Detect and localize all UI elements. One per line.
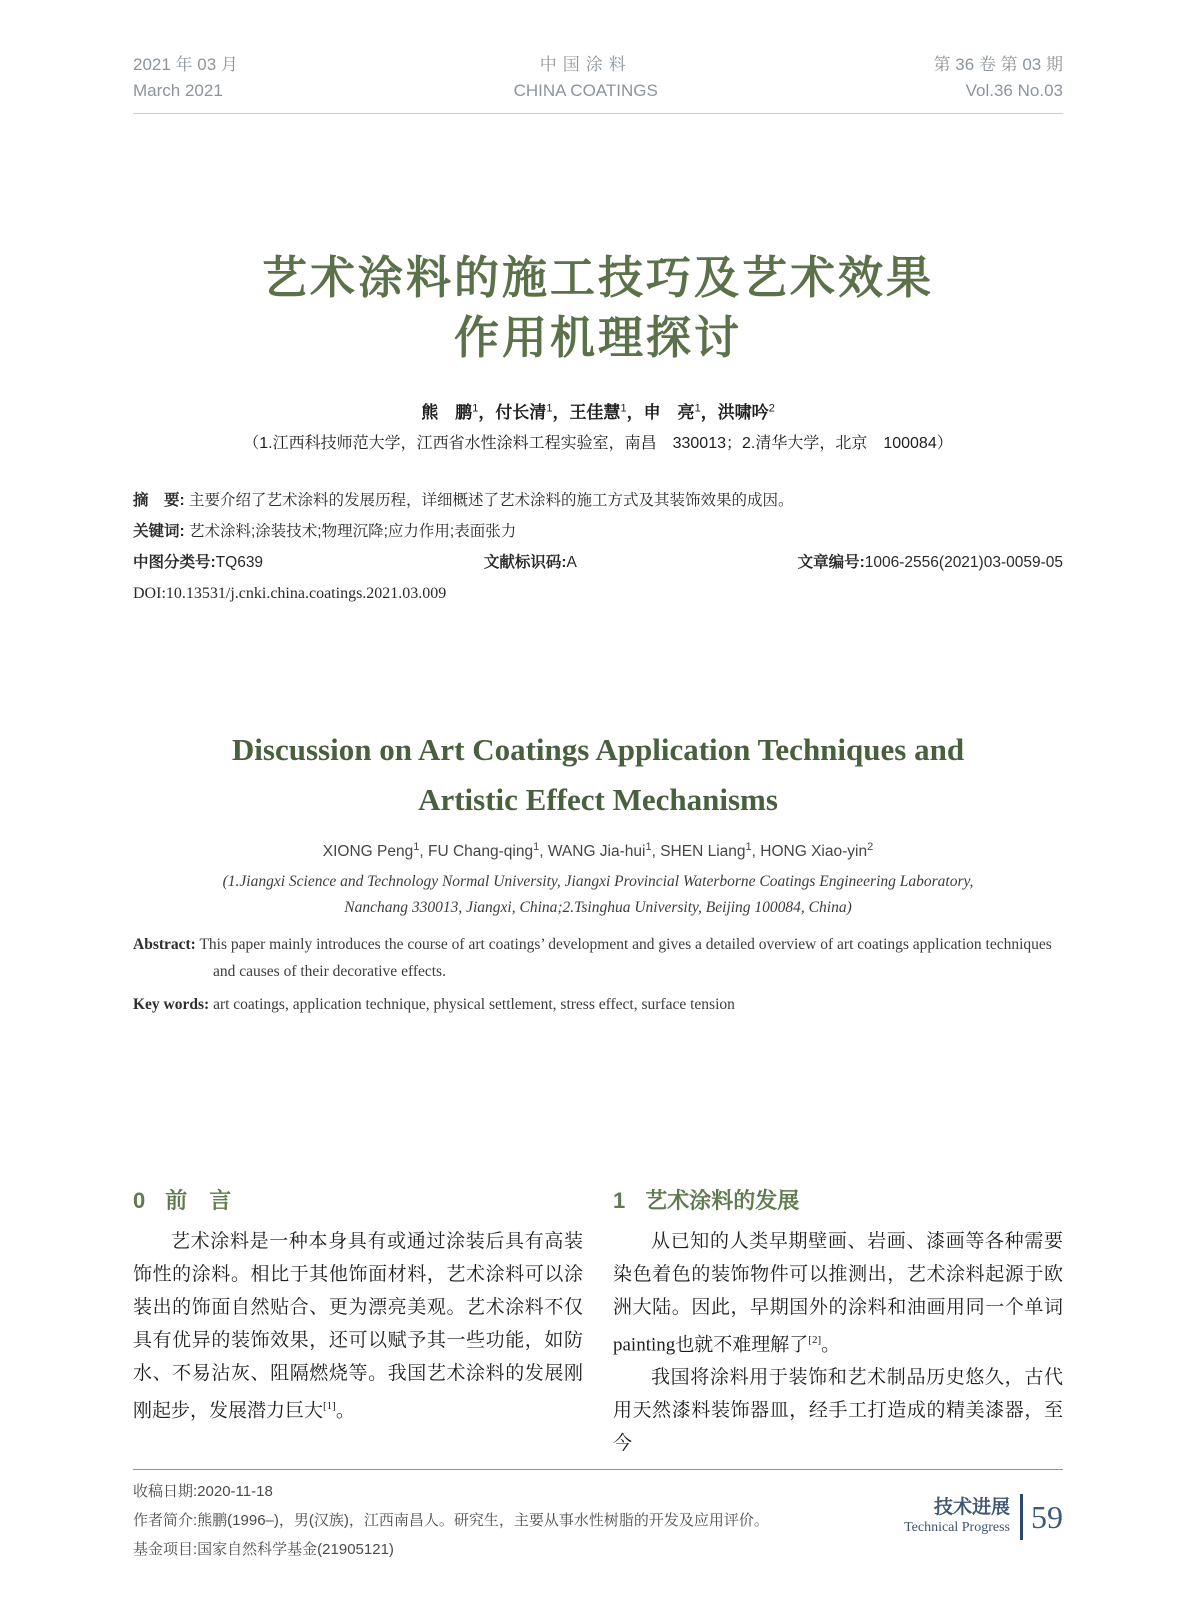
clc-label: 中图分类号: <box>133 554 216 571</box>
affiliation-en-line2: Nanchang 330013, Jiangxi, China;2.Tsinghua University, Beijing 100084, China) <box>344 899 852 917</box>
author-en: WANG Jia-hui <box>547 843 646 861</box>
keywords-text-cn: 艺术涂料;涂装技术;物理沉降;应力作用;表面张力 <box>188 523 517 540</box>
citation-mark: [2] <box>808 1334 822 1347</box>
column-label <box>904 1497 1010 1537</box>
development-paragraph-1 <box>613 1225 1063 1361</box>
author-separator: ， <box>700 403 718 422</box>
author-affil-mark: 2 <box>768 402 775 415</box>
affiliation-cn: （1.江西科技师范大学，江西省水性涂料工程实验室，南昌 330013；2.清华大学，北京 100084） <box>243 435 953 452</box>
running-head <box>133 0 1063 114</box>
paragraph-text: 。 <box>821 1334 841 1356</box>
abstract-text-en: This paper mainly introduces the course of art coatings’ development and gives a detailed overview of art coatings application techniques and causes of their decorative effects. <box>199 936 1052 981</box>
right-column <box>613 1186 1063 1460</box>
section-heading-1 <box>613 1186 1063 1216</box>
running-head-issue <box>934 52 1063 104</box>
running-head-date <box>133 52 238 104</box>
author-en: XIONG Peng <box>322 843 414 861</box>
article-title-cn <box>133 248 1063 368</box>
abstract-text-cn: 主要介绍了艺术涂料的发展历程，详细概述了艺术涂料的施工方式及其装饰效果的成因。 <box>188 492 794 509</box>
received-label: 收稿日期: <box>133 1483 198 1501</box>
article-id-item <box>798 547 1063 578</box>
article-title-en-line2: Artistic Effect Mechanisms <box>418 782 778 817</box>
author-affil-mark: 1 <box>694 402 701 415</box>
article-title-en <box>133 725 1063 825</box>
author-affil-mark: 1 <box>533 841 540 853</box>
section-heading-0 <box>133 1186 583 1216</box>
citation-mark: [1] <box>323 1400 336 1413</box>
clc-value: TQ639 <box>215 554 264 571</box>
author-affil-mark: 1 <box>546 402 553 415</box>
paragraph-text: 艺术涂料是一种本身具有或通过涂装后具有高装饰性的涂料。相比于其他饰面材料，艺术涂料可以涂装出的饰面自然贴合、更为漂亮美观。艺术涂料不仅具有优异的装饰效果，还可以赋予其一些功能，如防水、不易沾灰、阻隔燃烧等。我国艺术涂料的发展刚刚起步，发展潜力巨大 <box>133 1231 583 1422</box>
intro-paragraph <box>133 1225 583 1427</box>
article-title-en-line1: Discussion on Art Coatings Application Techniques and <box>231 732 965 767</box>
author-affil-mark: 2 <box>867 841 874 853</box>
section-number: 0 <box>133 1188 146 1214</box>
article-id-label: 文章编号: <box>797 554 865 571</box>
author-affil-mark: 1 <box>745 841 752 853</box>
journal-name-cn: 中国涂料 <box>539 55 632 74</box>
doc-code-item <box>484 547 577 578</box>
abstract-label-en: Abstract: <box>133 936 196 954</box>
author-en: SHEN Liang <box>660 843 746 861</box>
footnote-divider <box>133 1469 1063 1470</box>
author-separator: , <box>751 843 761 861</box>
author-cn: 申 亮 <box>643 403 695 422</box>
article-title-cn-line2: 作用机理探讨 <box>453 312 742 363</box>
author-affil-mark: 1 <box>413 841 420 853</box>
footer-divider-bar <box>1020 1494 1023 1540</box>
classification-row <box>133 547 1063 578</box>
section-title: 前 言 <box>165 1188 232 1214</box>
author-affil-mark: 1 <box>472 402 479 415</box>
author-separator: , <box>419 843 428 861</box>
keywords-label-en: Key words: <box>133 996 210 1014</box>
authors-en <box>133 841 1063 861</box>
section-title: 艺术涂料的发展 <box>645 1188 800 1214</box>
author-affil-mark: 1 <box>620 402 627 415</box>
issue-cn: 第 36 卷 第 03 期 <box>933 55 1063 74</box>
author-separator: , <box>651 843 661 861</box>
affiliation-en-line1: (1.Jiangxi Science and Technology Normal University, Jiangxi Provincial Waterborne Coatings Engineering Laboratory, <box>222 873 974 891</box>
fund-label: 基金项目: <box>133 1541 198 1559</box>
author-cn: 王佳慧 <box>569 403 621 422</box>
running-head-journal <box>514 52 658 104</box>
page-number: 59 <box>1031 1499 1063 1535</box>
author-separator: , <box>539 843 548 861</box>
article-title-cn-line1: 艺术涂料的施工技巧及艺术效果 <box>261 252 934 303</box>
date-cn: 2021 年 03 月 <box>133 55 238 74</box>
column-label-cn: 技术进展 <box>933 1497 1010 1518</box>
author-separator: ， <box>552 403 570 422</box>
article-id-value: 1006-2556(2021)03-0059-05 <box>864 554 1063 571</box>
abstract-cn-line <box>133 485 1063 516</box>
author-affil-mark: 1 <box>645 841 652 853</box>
author-cn: 付长清 <box>495 403 547 422</box>
author-separator: ， <box>626 403 644 422</box>
author-separator: ， <box>478 403 496 422</box>
doi: DOI:10.13531/j.cnki.china.coatings.2021.03.009 <box>133 585 447 602</box>
keywords-label-cn: 关键词: <box>133 523 185 540</box>
affiliation-en <box>133 869 1063 921</box>
date-en: March 2021 <box>133 81 223 100</box>
development-paragraph-2: 我国将涂料用于装饰和艺术制品历史悠久，古代用天然漆料装饰器皿，经手工打造成的精美漆器，至今 <box>613 1367 1063 1455</box>
keywords-en <box>133 991 1063 1018</box>
author-cn: 熊 鹏 <box>421 403 473 422</box>
body-columns <box>133 1186 1063 1460</box>
paragraph-text: 。 <box>335 1400 355 1422</box>
author-en: HONG Xiao-yin <box>760 843 868 861</box>
doc-code-value: A <box>566 554 577 571</box>
paragraph-text: 从已知的人类早期壁画、岩画、漆画等各种需要染色着色的装饰物件可以推测出，艺术涂料起源于欧洲大陆。因此，早期国外的涂料和油画用同一个单词painting也就不难理解了 <box>613 1231 1063 1356</box>
fund-value: 国家自然科学基金(21905121) <box>197 1541 394 1559</box>
keywords-cn-line <box>133 516 1063 547</box>
doc-code-label: 文献标识码: <box>483 554 567 571</box>
authors-cn <box>133 398 1063 423</box>
bio-value: 熊鹏(1996–)，男(汉族)，江西南昌人。研究生，主要从事水性树脂的开发及应用评价。 <box>197 1512 769 1530</box>
received-value: 2020-11-18 <box>197 1483 273 1501</box>
clc-item <box>133 547 263 578</box>
section-number: 1 <box>613 1188 626 1214</box>
journal-name-en: CHINA COATINGS <box>513 81 658 100</box>
page-footer <box>904 1494 1063 1540</box>
author-en: FU Chang-qing <box>428 843 534 861</box>
abstract-block-cn <box>133 485 1063 609</box>
left-column <box>133 1186 583 1460</box>
author-cn: 洪啸吟 <box>717 403 769 422</box>
keywords-text-en: art coatings, application technique, physical settlement, stress effect, surface tension <box>213 996 735 1014</box>
issue-en: Vol.36 No.03 <box>965 81 1063 100</box>
abstract-label-cn: 摘 要: <box>133 492 185 509</box>
bio-label: 作者简介: <box>133 1512 198 1530</box>
abstract-en <box>133 931 1063 985</box>
column-label-en: Technical Progress <box>904 1520 1010 1535</box>
